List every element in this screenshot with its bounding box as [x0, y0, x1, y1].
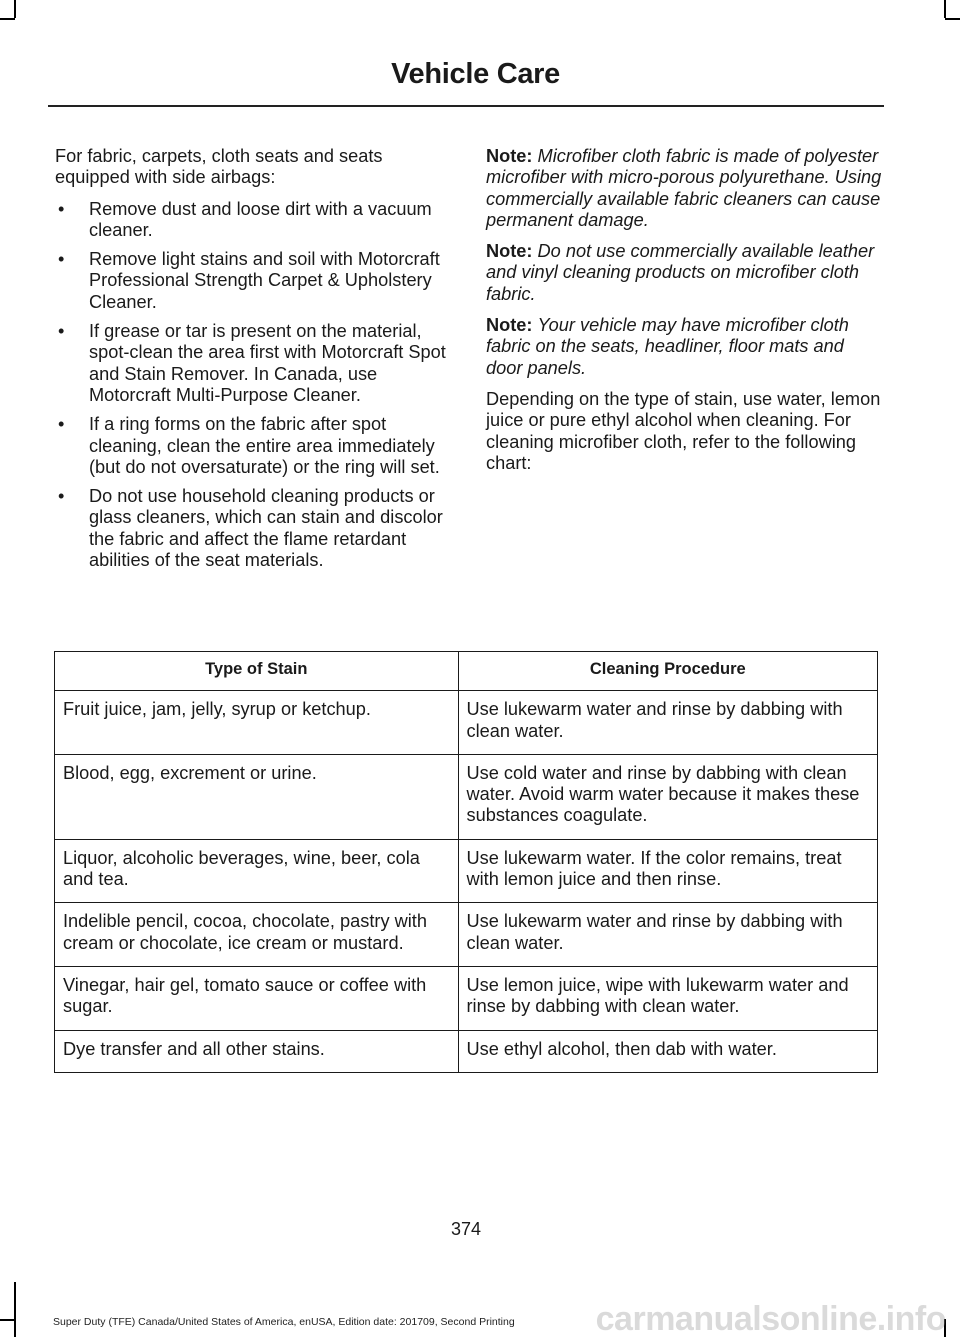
bullet-icon: • — [58, 486, 65, 507]
procedure-cell: Use lukewarm water. If the color remains, treat with lemon juice and then rinse. — [458, 839, 878, 903]
right-column — [486, 146, 882, 484]
header-divider — [48, 105, 884, 107]
note-text: Do not use commercially available leather and vinyl cleaning products on microfiber cloth fabric. — [486, 241, 875, 304]
stain-cell: Fruit juice, jam, jelly, syrup or ketchup. — [55, 691, 459, 755]
table-row — [55, 903, 878, 967]
crop-mark — [14, 0, 16, 18]
crop-mark — [945, 18, 960, 20]
note-paragraph — [486, 241, 882, 305]
bullet-text: Do not use household cleaning products or glass cleaners, which can stain and discolor the fabric and affect the flame retardant abilities of the seat materials. — [89, 486, 443, 571]
edition-footer: Super Duty (TFE) Canada/United States of America, enUSA, Edition date: 201709, Second Printing — [53, 1316, 515, 1328]
table-row — [55, 966, 878, 1030]
crop-mark — [14, 1282, 16, 1337]
note-label: Note: — [486, 241, 533, 262]
table-header-row — [55, 652, 878, 691]
cleaning-bullet-list — [55, 199, 450, 572]
note-paragraph — [486, 315, 882, 379]
note-text: Your vehicle may have microfiber cloth fabric on the seats, headliner, floor mats and door panels. — [486, 315, 849, 378]
bullet-icon: • — [58, 321, 65, 342]
intro-paragraph: For fabric, carpets, cloth seats and seats equipped with side airbags: — [55, 146, 383, 188]
crop-mark — [0, 1319, 15, 1321]
page-title: Vehicle Care — [391, 58, 560, 90]
table-row — [55, 691, 878, 755]
procedure-cell: Use lukewarm water and rinse by dabbing with clean water. — [458, 691, 878, 755]
column-header: Cleaning Procedure — [458, 652, 878, 691]
page-number: 374 — [450, 1219, 482, 1239]
table-row — [55, 754, 878, 839]
bullet-icon: • — [58, 414, 65, 435]
body-paragraph: Depending on the type of stain, use water, lemon juice or pure ethyl alcohol when cleaning. For cleaning microfiber cloth, refer to the following chart: — [486, 388, 881, 473]
stain-cell: Dye transfer and all other stains. — [55, 1030, 459, 1072]
bullet-text: If grease or tar is present on the material, spot-clean the area first with Motorcraft Spot and Stain Remover. In Canada, use Motorcraft Multi-Purpose Cleaner. — [89, 321, 446, 405]
procedure-cell: Use lemon juice, wipe with lukewarm water and rinse by dabbing with clean water. — [458, 966, 878, 1030]
list-item — [55, 199, 450, 242]
note-text: Microfiber cloth fabric is made of polyester microfiber with micro-porous polyurethane. Using commercially available fabric cleaners can cause permanent damage. — [486, 146, 882, 230]
watermark: carmanualsonline.info — [595, 1300, 946, 1338]
procedure-cell: Use cold water and rinse by dabbing with clean water. Avoid warm water because it makes these substances coagulate. — [458, 754, 878, 839]
list-item — [55, 321, 450, 406]
procedure-cell: Use lukewarm water and rinse by dabbing with clean water. — [458, 903, 878, 967]
bullet-icon: • — [58, 198, 65, 219]
list-item — [55, 486, 450, 571]
bullet-icon: • — [58, 249, 65, 270]
stain-cell: Vinegar, hair gel, tomato sauce or coffee with sugar. — [55, 966, 459, 1030]
procedure-cell: Use ethyl alcohol, then dab with water. — [458, 1030, 878, 1072]
list-item — [55, 414, 450, 478]
note-label: Note: — [486, 315, 533, 336]
left-column — [55, 146, 450, 579]
note-paragraph — [486, 146, 882, 231]
table-row — [55, 1030, 878, 1072]
table-row — [55, 839, 878, 903]
stain-cell: Blood, egg, excrement or urine. — [55, 754, 459, 839]
stain-cell: Indelible pencil, cocoa, chocolate, pastry with cream or chocolate, ice cream or mustard. — [55, 903, 459, 967]
crop-mark — [944, 0, 946, 18]
bullet-text: Remove light stains and soil with Motorcraft Professional Strength Carpet & Upholstery Cleaner. — [89, 249, 440, 312]
bullet-text: Remove dust and loose dirt with a vacuum cleaner. — [89, 198, 432, 240]
bullet-text: If a ring forms on the fabric after spot cleaning, clean the entire area immediately (but do not oversaturate) or the ring will set. — [89, 414, 440, 477]
note-label: Note: — [486, 146, 533, 166]
stain-cleaning-table — [54, 651, 878, 1073]
stain-cell: Liquor, alcoholic beverages, wine, beer, cola and tea. — [55, 839, 459, 903]
column-header: Type of Stain — [55, 652, 459, 691]
crop-mark — [0, 18, 15, 20]
list-item — [55, 249, 450, 313]
